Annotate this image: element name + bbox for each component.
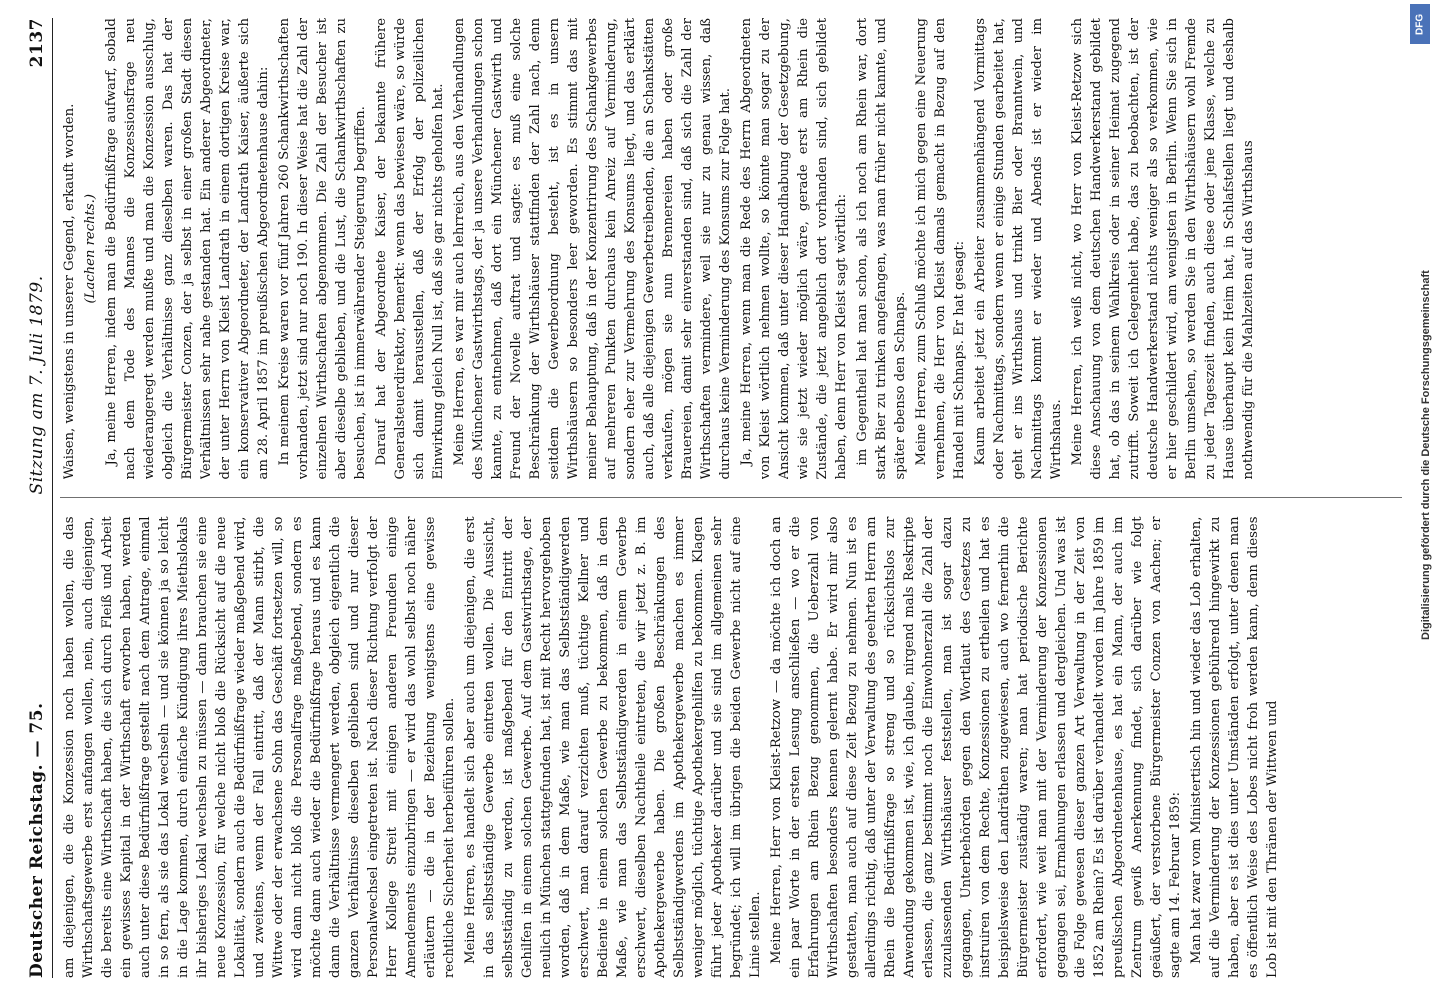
- column-divider: [60, 498, 1402, 499]
- paragraph-quote: Kaum arbeitet jetzt ein Arbeiter zusammenhängend Vormittags oder Nachmittags, sondern wenn er einige Stunden gearbeitet hat, geht er ins Wirthshaus und trinkt Bier oder Branntwein, und Nachmittags kommt er wieder und Abends ist er wieder im Wirthshaus.: [973, 18, 1064, 480]
- text-columns: [60, 18, 1402, 978]
- header-left: Deutscher Reichstag. — 75.: [27, 702, 47, 978]
- paragraph: Ja, meine Herren, wenn man die Rede des Herrn Abgeordneten von Kleist wörtlich nehmen wollte, so könnte man sogar zu der Ansicht kommen, daß unter dieser Handhabung der Gesetzgebung, wie sie jetzt wieder möglich wäre, gerade erst am Rhein die Zustände, die jetzt angeblich dort vorhanden sind, sich gebildet haben, denn Herr von Kleist sagt wörtlich:: [739, 18, 849, 480]
- paragraph: Darauf hat der Abgeordnete Kaiser, der bekannte frühere Generalsteuerdirektor, bemerkt: wenn das bewiesen wäre, so würde sich damit herausstellen, daß der Erfolg der polizeilichen Einwirkung gleich Null ist, daß sie gar nichts geholfen hat.: [374, 18, 446, 480]
- paragraph-quote: In meinem Kreise waren vor fünf Jahren 260 Schankwirthschaften vorhanden, jetzt sind nur noch 190. In dieser Weise hat die Zahl der einzelnen Wirthschaften abgenommen. Die Zahl der Besucher ist aber dieselbe geblieben, und die Lust, die Schankwirthschaften zu besuchen, ist in immerwährender Steigerung begriffen.: [277, 18, 368, 480]
- paragraph: Meine Herren, Herr von Kleist-Retzow — da möchte ich doch an ein paar Worte in der ersten Lesung anschließen — wo er die Erfahrungen am Rhein Bezug genommen, die Ueberzahl von Wirthschaften besonders kennen gelernt habe. Er wird mir also gestatten, man auch auf diese Zeit Bezug zu nehmen. Nun ist es allerdings richtig, daß unter der Verwaltung des geehrten Herrn am Rhein die Bedürfnißfrage so streng und so rücksichtslos zur Anwendung gekommen ist, wie, ich glaube, nirgend mals Reskripte erlassen, die ganz bestimmt noch die Einwohnerzahl die Zahl der zuzulassenden Wirthshäuser feststellen, man ist sogar dazu gegangen, Unterbehörden gegen den Wortlaut des Gesetzes zu instruiren von dem Rechte, Konzessionen zu ertheilen und hat es beispielsweise den Landräthen zugewiesen, auch wo fernerhin die Bürgermeister zuständig waren; man hat periodische Berichte erfordert, wie weit man mit der Verminderung der Konzessionen gegangen sei, Ermahnungen erlassen und dergleichen. Und was ist die Folge gewesen dieser ganzen Art Verwaltung in der Zeit von 1852 am Rhein? Es ist darüber verhandelt worden im Jahre 1859 im preußischen Abgeordnetenhause, es hat ein Mann, der auch im Zentrum gewiß Anerkennung findet, sich darüber wie folgt geäußert, der verstorbene Bürgermeister Conzen von Aachen; er sagte am 14. Februar 1859:: [769, 516, 1183, 978]
- paragraph: Ja, meine Herren, indem man die Bedürfnißfrage aufwarf, sobald nach dem Tode des Mannes die Konzessionsfrage neu wiederangeregt werden mußte und man die Konzession ausschlug, obgleich die Verhältnisse ganz dieselben waren. Das hat der Bürgermeister Conzen, der ja selbst in einer großen Stadt diesen Verhältnissen sehr nahe gestanden hat. Ein anderer Abgeordneter, der unter Herrn von Kleist Landrath in einem dortigen Kreise war, ein konservativer Abgeordneter, der Landrath Kaiser, äußerte sich am 28. April 1857 im preußischen Abgeordnetenhause dahin:: [104, 18, 271, 480]
- paragraph: Meine Herren, zum Schluß möchte ich mich gegen eine Neuerung vernehmen, die Herr von Kleist damals gemacht in Bezug auf den Handel mit Schnaps. Er hat gesagt:: [914, 18, 967, 480]
- paragraph: Meine Herren, es handelt sich aber auch um diejenigen, die erst in das selbstständige Gewerbe eintreten wollen. Die Aussicht, selbstständig zu werden, ist maßgebend für den Eintritt der Gehilfen in einem solchen Gewerbe. Auf dem Gastwirthstage, der neulich in München stattgefunden hat, ist mit Recht hervorgehoben worden, daß in dem Maße, wie man das Selbstständigwerden erschwert, man darauf verzichten muß, tüchtige Kellner und Bediente in einem solchen Gewerbe zu bekommen, daß in dem Maße, wie man das Selbstständigwerden in einem Gewerbe erschwert, dieselben Nachtheile eintreten, die wir jetzt z. B. im Apothekergewerbe haben. Die großen Beschränkungen des Selbstständigwerdens im Apothekergewerbe machen es immer weniger möglich, tüchtige Apothekergehilfen zu bekommen. Klagen führt jeder Apotheker darüber und sie sind im allgemeinen sehr begründet; ich will im übrigen die beiden Gewerbe nicht auf eine Linie stellen.: [463, 516, 763, 978]
- rotated-scan-page: [22, 18, 1402, 978]
- paragraph: am diejenigen, die die Konzession noch haben wollen, die das Wirthschaftsgewerbe erst anfangen wollen, nein, auch diejenigen, die bereits eine Wirthschaft haben, die sich durch Fleiß und Arbeit ein gewisses Kapital in der Wirthschaft erworben haben, werden auch unter diese Bedürfnißfrage gestellt nach dem Antrage, einmal in so fern, als sie das Lokal wechseln — und sie können ja so leicht in die Lage kommen, durch einfache Kündigung ihres Miethslokals ihr bisheriges Lokal wechseln zu müssen — dann brauchen sie eine neue Konzession, für welche nicht bloß die Rücksicht auf die neue Lokalität, sondern auch die Bedürfnißfrage wieder maßgebend wird, und zweitens, wenn der Fall eintritt, daß der Mann stirbt, die Wittwe oder der erwachsene Sohn das Geschäft fortsetzen will, so wird dann nicht bloß die Personalfrage maßgebend, sondern es möchte dann auch wieder die Bedürfnißfrage heraus und es kann dann die Verhältnisse vermengert werden, obgleich eigentlich die ganzen Verhältnisse dieselben geblieben sind und nur dieser Personalwechsel eingetreten ist. Nach dieser Richtung verfolgt der Herr Kollege Streit mit einigen anderen Freunden einige Amendements einzubringen — er wird das wohl selbst noch näher erläutern — die in der Beziehung wenigstens eine gewisse rechtliche Sicherheit herbeiführen sollen.: [62, 516, 457, 978]
- paragraph: Waisen, wenigstens in unserer Gegend, erkauft worden.: [62, 103, 77, 480]
- paragraph-quote: im Gegentheil hat man schon, als ich noch am Rhein war, dort stark Bier zu trinken angefangen, was man früher nicht kannte, und später ebenso den Schnaps.: [855, 18, 908, 480]
- paragraph: Man hat zwar vom Ministertisch hin und wieder das Lob erhalten, auf die Verminderung der Konzessionen gebührend hingewirkt zu haben, aber es ist dies unter Umständen erfolgt, unter denen man es öffentlich Weise des Lobes nicht froh werden kann, denn dieses Lob ist mit den Thränen der Wittwen und: [1189, 516, 1280, 978]
- paragraph: Meine Herren, ich weiß nicht, wo Herr von Kleist-Retzow sich diese Anschauung von dem deutschen Handwerkerstand gebildet hat, ob das in seinem Wahlkreis oder in seiner Heimat zugegend zutrifft. Soweit ich Gelegenheit habe, das zu beobachten, ist der deutsche Handwerkerstand nichts weniger als so verkommen, wie er hier geschildert wird, am wenigsten in Berlin. Wenn Sie sich in Berlin umsehen, so werden Sie in den Wirthshäusern wohl Fremde zu jeder Tageszeit finden, auch diese oder jene Klasse, welche zu Hause überhaupt kein Heim hat, in Schlafstellen liegt und deshalb nothwendig für die Mahlzeiten auf das Wirthshaus: [1070, 18, 1256, 480]
- paragraph-interjection: (Lachen rechts.): [83, 193, 98, 304]
- column-right: [60, 18, 1402, 480]
- page-header: [22, 18, 53, 978]
- page-number: 2137: [27, 18, 47, 68]
- header-session-date: Sitzung am 7. Juli 1879.: [27, 275, 47, 495]
- column-left: [60, 517, 1402, 979]
- dfg-logo: DFG: [1410, 4, 1430, 44]
- paragraph: Meine Herren, es war mir auch lehrreich, aus den Verhandlungen des Münchener Gastwirthstags, der ja unsere Verhandlungen schon kannte, zu entnehmen, daß dort ein Münchener Gastwirth und Freund der Novelle auftrat und sagte: es muß eine solche Beschränkung der Wirthshäuser stattfinden der Zahl nach, denn seitdem die Gewerbeordnung besteht, ist es in unsern Wirthshäusern so besonders leer geworden. Es stimmt das mit meiner Behauptung, daß in der Konzentrirung des Schankgewerbes auf mehreren Punkten durchaus kein Anreiz auf Verminderung, sondern eher zur Vermehrung des Konsums liegt, und das erklärt auch, daß alle diejenigen Gewerbetreibenden, die an Schankstätten verkaufen, mögen sie nun Brennereien haben oder große Brauereien, damit sehr einverstanden sind, daß sich die Zahl der Wirthschaften vermindere, weil sie nur zu genau wissen, daß durchaus keine Verminderung des Konsums zur Folge hat.: [452, 18, 733, 480]
- credit-text: Digitalisierung gefördert durch die Deutsche Forschungsgemeinschaft: [1420, 270, 1432, 640]
- digitization-credit: [1404, 0, 1432, 1000]
